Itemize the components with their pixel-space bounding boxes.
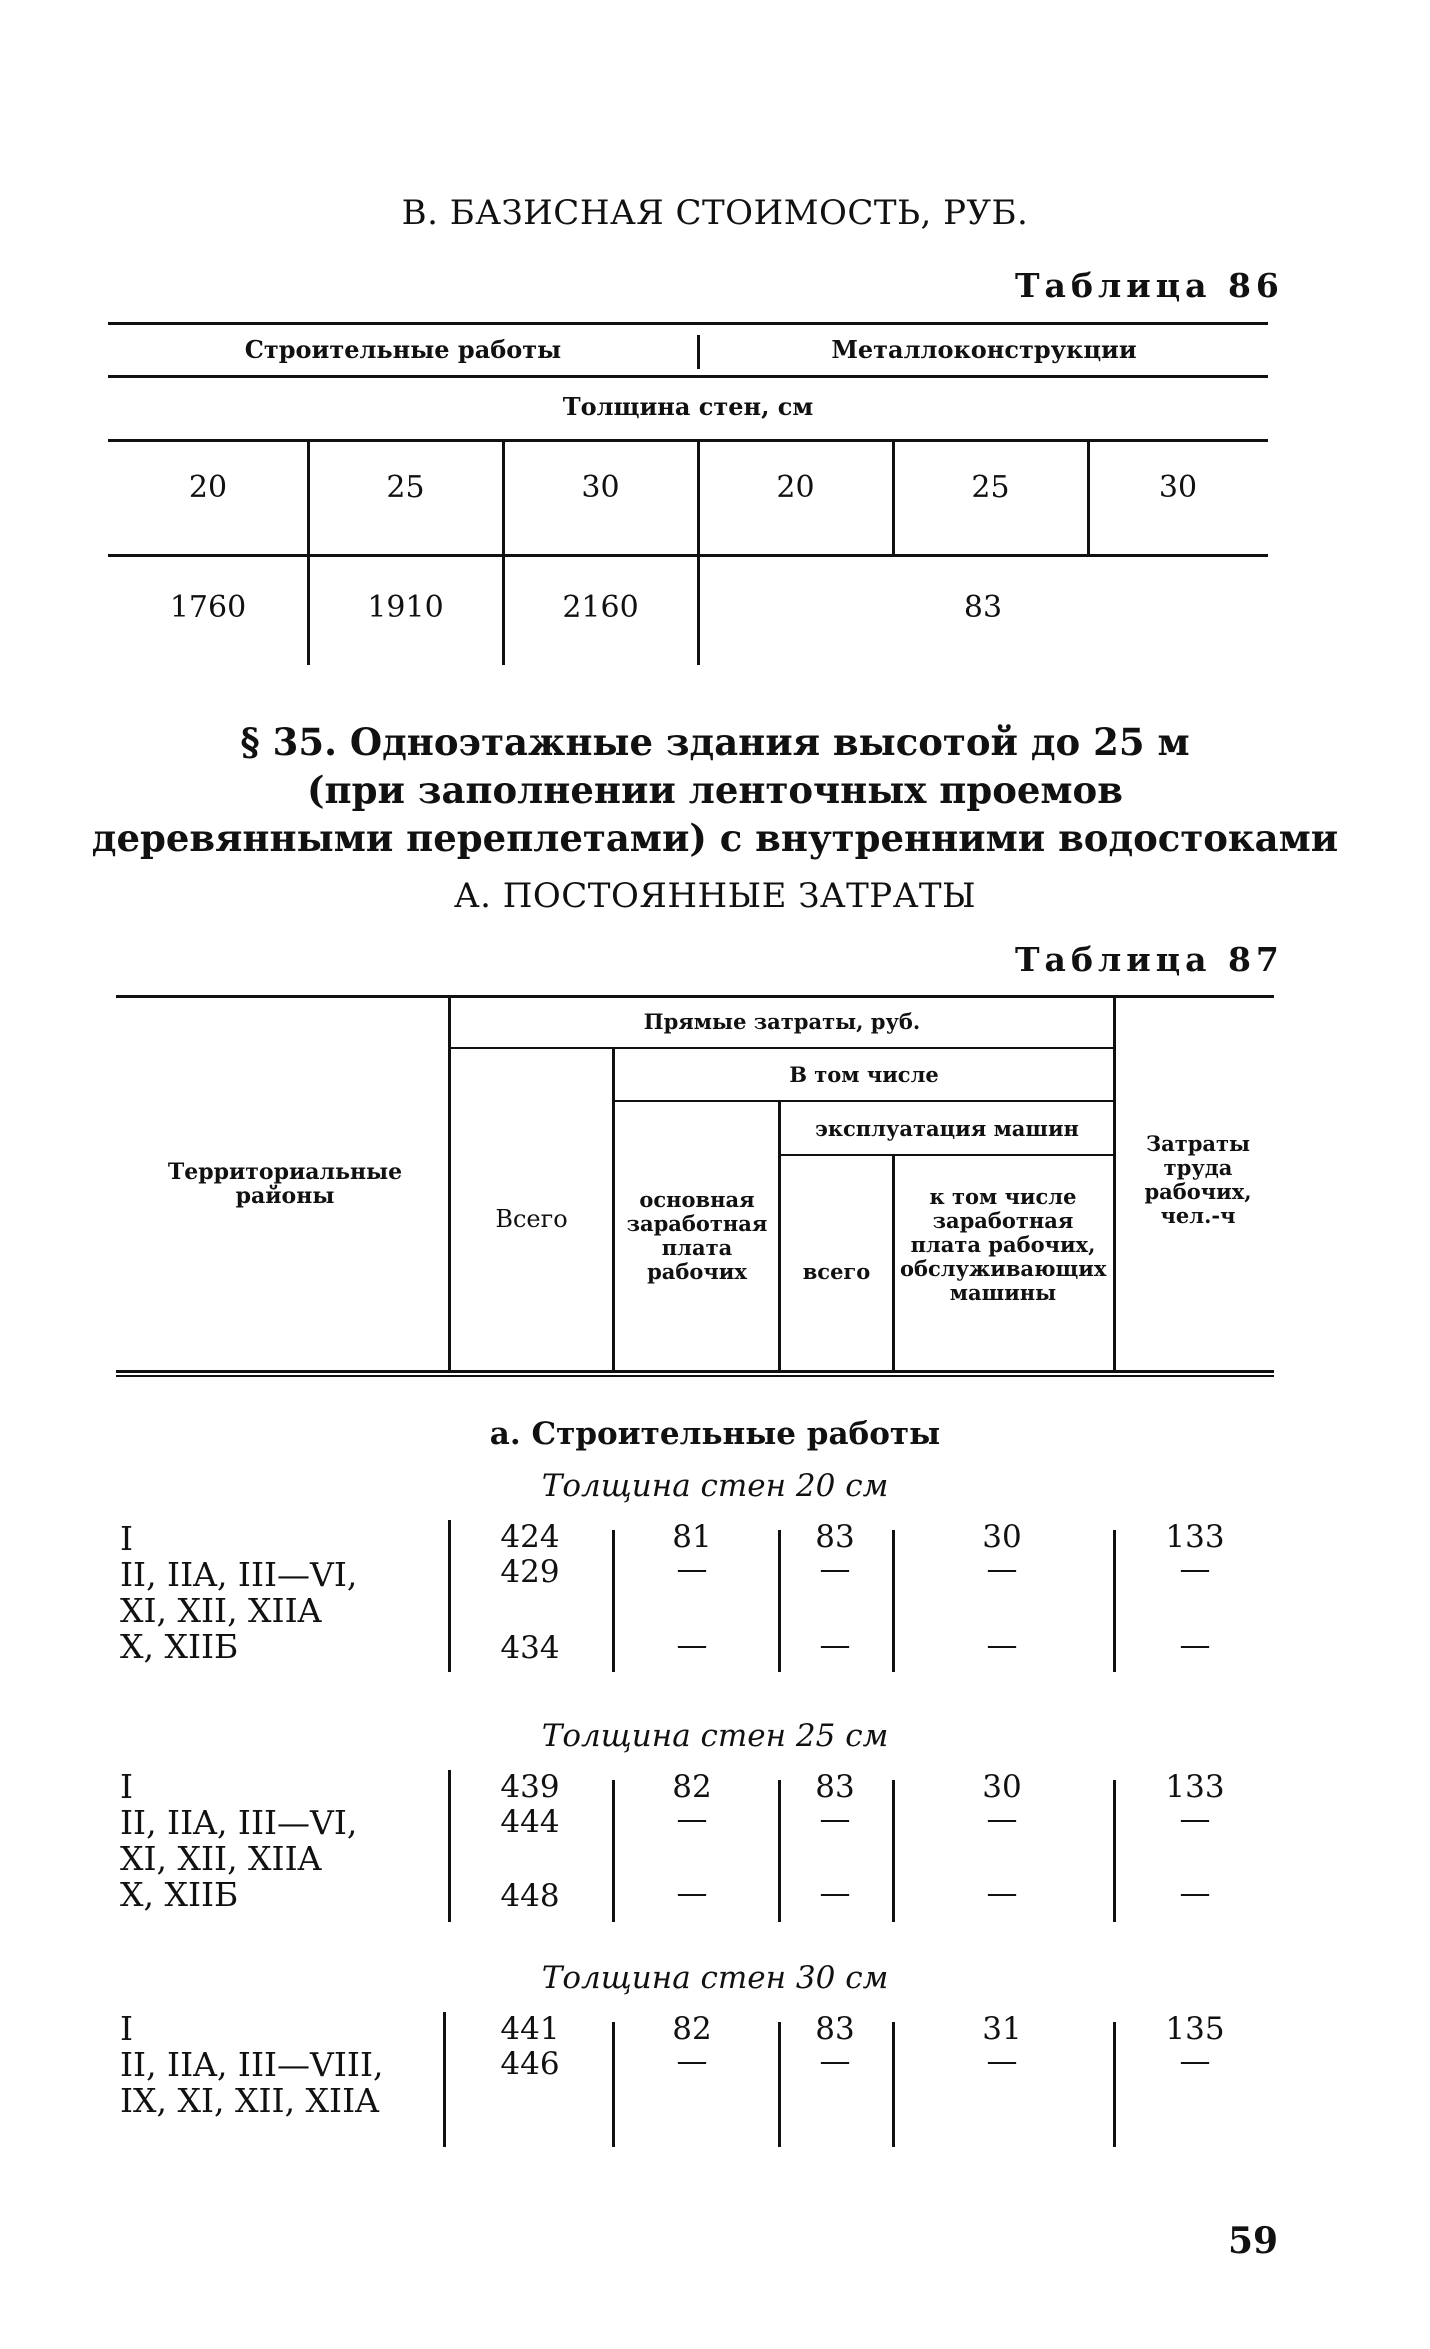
vline xyxy=(443,2012,446,2147)
total-value: 444 xyxy=(500,1804,560,1840)
group-label: Толщина стен 20 см xyxy=(541,1468,889,1504)
dash: — xyxy=(1179,1551,1211,1587)
total-value: 441 xyxy=(500,2011,560,2047)
vline xyxy=(448,1520,451,1672)
vline xyxy=(502,442,505,554)
region-row: I xyxy=(120,1519,134,1558)
total-value: 446 xyxy=(500,2046,560,2082)
total-value: 424 xyxy=(500,1519,560,1555)
dash: — xyxy=(819,1551,851,1587)
table-rule xyxy=(451,1047,1113,1049)
base-wage-value: 82 xyxy=(672,2011,712,2047)
header-base-wage: основная заработная плата рабочих xyxy=(626,1187,768,1284)
table-rule xyxy=(108,322,1268,325)
page-number: 59 xyxy=(1228,2220,1279,2262)
vline xyxy=(1113,1780,1116,1922)
header-total: Всего xyxy=(495,1205,568,1233)
paragraph-title-line1: § 35. Одноэтажные здания высотой до 25 м xyxy=(240,720,1190,764)
total-value: 439 xyxy=(500,1769,560,1805)
value-cell: 1910 xyxy=(367,590,444,625)
machines-total-value: 83 xyxy=(815,2011,855,2047)
region-row: II, IIA, III—VI, xyxy=(120,1555,358,1594)
machines-wage-value: 31 xyxy=(982,2011,1022,2047)
header-metal: Металлоконструкции xyxy=(831,335,1137,364)
vline xyxy=(778,1102,781,1370)
dash: — xyxy=(676,2043,708,2079)
region-row: II, IIA, III—VI, xyxy=(120,1803,358,1842)
region-row: X, XIIБ xyxy=(120,1875,239,1914)
header-including: В том числе xyxy=(789,1062,939,1087)
dash: — xyxy=(986,1875,1018,1911)
section-a-title: А. ПОСТОЯННЫЕ ЗАТРАТЫ xyxy=(453,876,977,916)
vline xyxy=(307,442,310,554)
dash: — xyxy=(819,1875,851,1911)
vline xyxy=(892,1780,895,1922)
vline xyxy=(697,442,700,554)
dash: — xyxy=(986,1627,1018,1663)
dash: — xyxy=(676,1627,708,1663)
labor-value: 133 xyxy=(1165,1519,1225,1555)
machines-wage-value: 30 xyxy=(982,1519,1022,1555)
dash: — xyxy=(986,1801,1018,1837)
machines-wage-value: 30 xyxy=(982,1769,1022,1805)
region-row: I xyxy=(120,1767,134,1806)
vline xyxy=(502,557,505,665)
dash: — xyxy=(819,1627,851,1663)
table-rule xyxy=(108,554,1268,557)
header-labor: Затраты труда рабочих, чел.-ч xyxy=(1144,1131,1252,1228)
section-b-title: В. БАЗИСНАЯ СТОИМОСТЬ, РУБ. xyxy=(401,193,1029,233)
header-direct-costs: Прямые затраты, руб. xyxy=(643,1009,921,1034)
thickness-cell: 20 xyxy=(188,470,228,505)
dash: — xyxy=(676,1801,708,1837)
dash: — xyxy=(1179,1801,1211,1837)
vline xyxy=(448,1770,451,1922)
header-thickness: Толщина стен, см xyxy=(562,392,814,421)
region-row: II, IIA, III—VIII, xyxy=(120,2045,384,2084)
base-wage-value: 81 xyxy=(672,1519,712,1555)
thickness-cell: 25 xyxy=(971,470,1010,505)
vline xyxy=(1113,2022,1116,2147)
machines-total-value: 83 xyxy=(815,1519,855,1555)
vline xyxy=(778,1530,781,1672)
vline xyxy=(1113,1530,1116,1672)
vline xyxy=(778,2022,781,2147)
vline xyxy=(1113,998,1116,1370)
region-row: XI, XII, XIIA xyxy=(120,1839,322,1878)
dash: — xyxy=(1179,1875,1211,1911)
paragraph-title-line3: деревянными переплетами) с внутренними водостоками xyxy=(91,816,1339,860)
table-rule xyxy=(116,1370,1274,1373)
total-value: 434 xyxy=(500,1630,560,1666)
dash: — xyxy=(1179,1627,1211,1663)
total-value: 429 xyxy=(500,1554,560,1590)
thickness-cell: 20 xyxy=(776,470,815,505)
vline xyxy=(307,557,310,665)
table-rule xyxy=(116,1375,1274,1377)
region-row: X, XIIБ xyxy=(120,1627,239,1666)
total-value: 448 xyxy=(500,1878,560,1914)
machines-total-value: 83 xyxy=(815,1769,855,1805)
thickness-cell: 30 xyxy=(1158,470,1198,505)
region-row: XI, XII, XIIA xyxy=(120,1591,322,1630)
vline xyxy=(892,2022,895,2147)
vline xyxy=(892,442,895,554)
value-cell: 2160 xyxy=(562,590,639,625)
vline xyxy=(612,1780,615,1922)
thickness-cell: 25 xyxy=(386,470,425,505)
dash: — xyxy=(676,1551,708,1587)
vline xyxy=(612,2022,615,2147)
header-machines: эксплуатация машин xyxy=(815,1116,1079,1141)
vline xyxy=(697,557,700,665)
vline xyxy=(892,1530,895,1672)
vline xyxy=(612,1530,615,1672)
header-build: Строительные работы xyxy=(244,335,562,364)
value-cell: 1760 xyxy=(169,590,247,625)
labor-value: 135 xyxy=(1165,2011,1225,2047)
table-rule xyxy=(108,375,1268,378)
value-cell: 83 xyxy=(963,590,1003,625)
dash: — xyxy=(819,1801,851,1837)
table-rule xyxy=(108,439,1268,442)
group-label: Толщина стен 30 см xyxy=(541,1960,889,1996)
dash: — xyxy=(1179,2043,1211,2079)
table-86-caption: Таблица 86 xyxy=(1015,266,1284,305)
table-rule xyxy=(116,995,1274,998)
base-wage-value: 82 xyxy=(672,1769,712,1805)
labor-value: 133 xyxy=(1165,1769,1225,1805)
vline xyxy=(1087,442,1090,554)
thickness-cell: 30 xyxy=(581,470,620,505)
table-rule xyxy=(781,1154,1113,1156)
dash: — xyxy=(819,2043,851,2079)
header-machines-wage: к том числе заработная плата рабочих, обслуживающих машины xyxy=(900,1184,1107,1305)
header-machines-total: всего xyxy=(802,1259,871,1284)
region-row: IX, XI, XII, XIIA xyxy=(120,2081,379,2120)
vline xyxy=(448,998,451,1370)
header-regions: Территориальные районы xyxy=(167,1159,403,1209)
table-rule xyxy=(615,1100,1113,1102)
vline xyxy=(892,1156,895,1370)
table-87-caption: Таблица 87 xyxy=(1015,940,1284,979)
work-type-label: а. Строительные работы xyxy=(489,1416,941,1452)
paragraph-title-line2: (при заполнении ленточных проемов xyxy=(307,768,1123,812)
vline xyxy=(612,1049,615,1370)
region-row: I xyxy=(120,2009,134,2048)
vline xyxy=(778,1780,781,1922)
group-label: Толщина стен 25 см xyxy=(541,1718,889,1754)
dash: — xyxy=(986,1551,1018,1587)
dash: — xyxy=(676,1875,708,1911)
dash: — xyxy=(986,2043,1018,2079)
